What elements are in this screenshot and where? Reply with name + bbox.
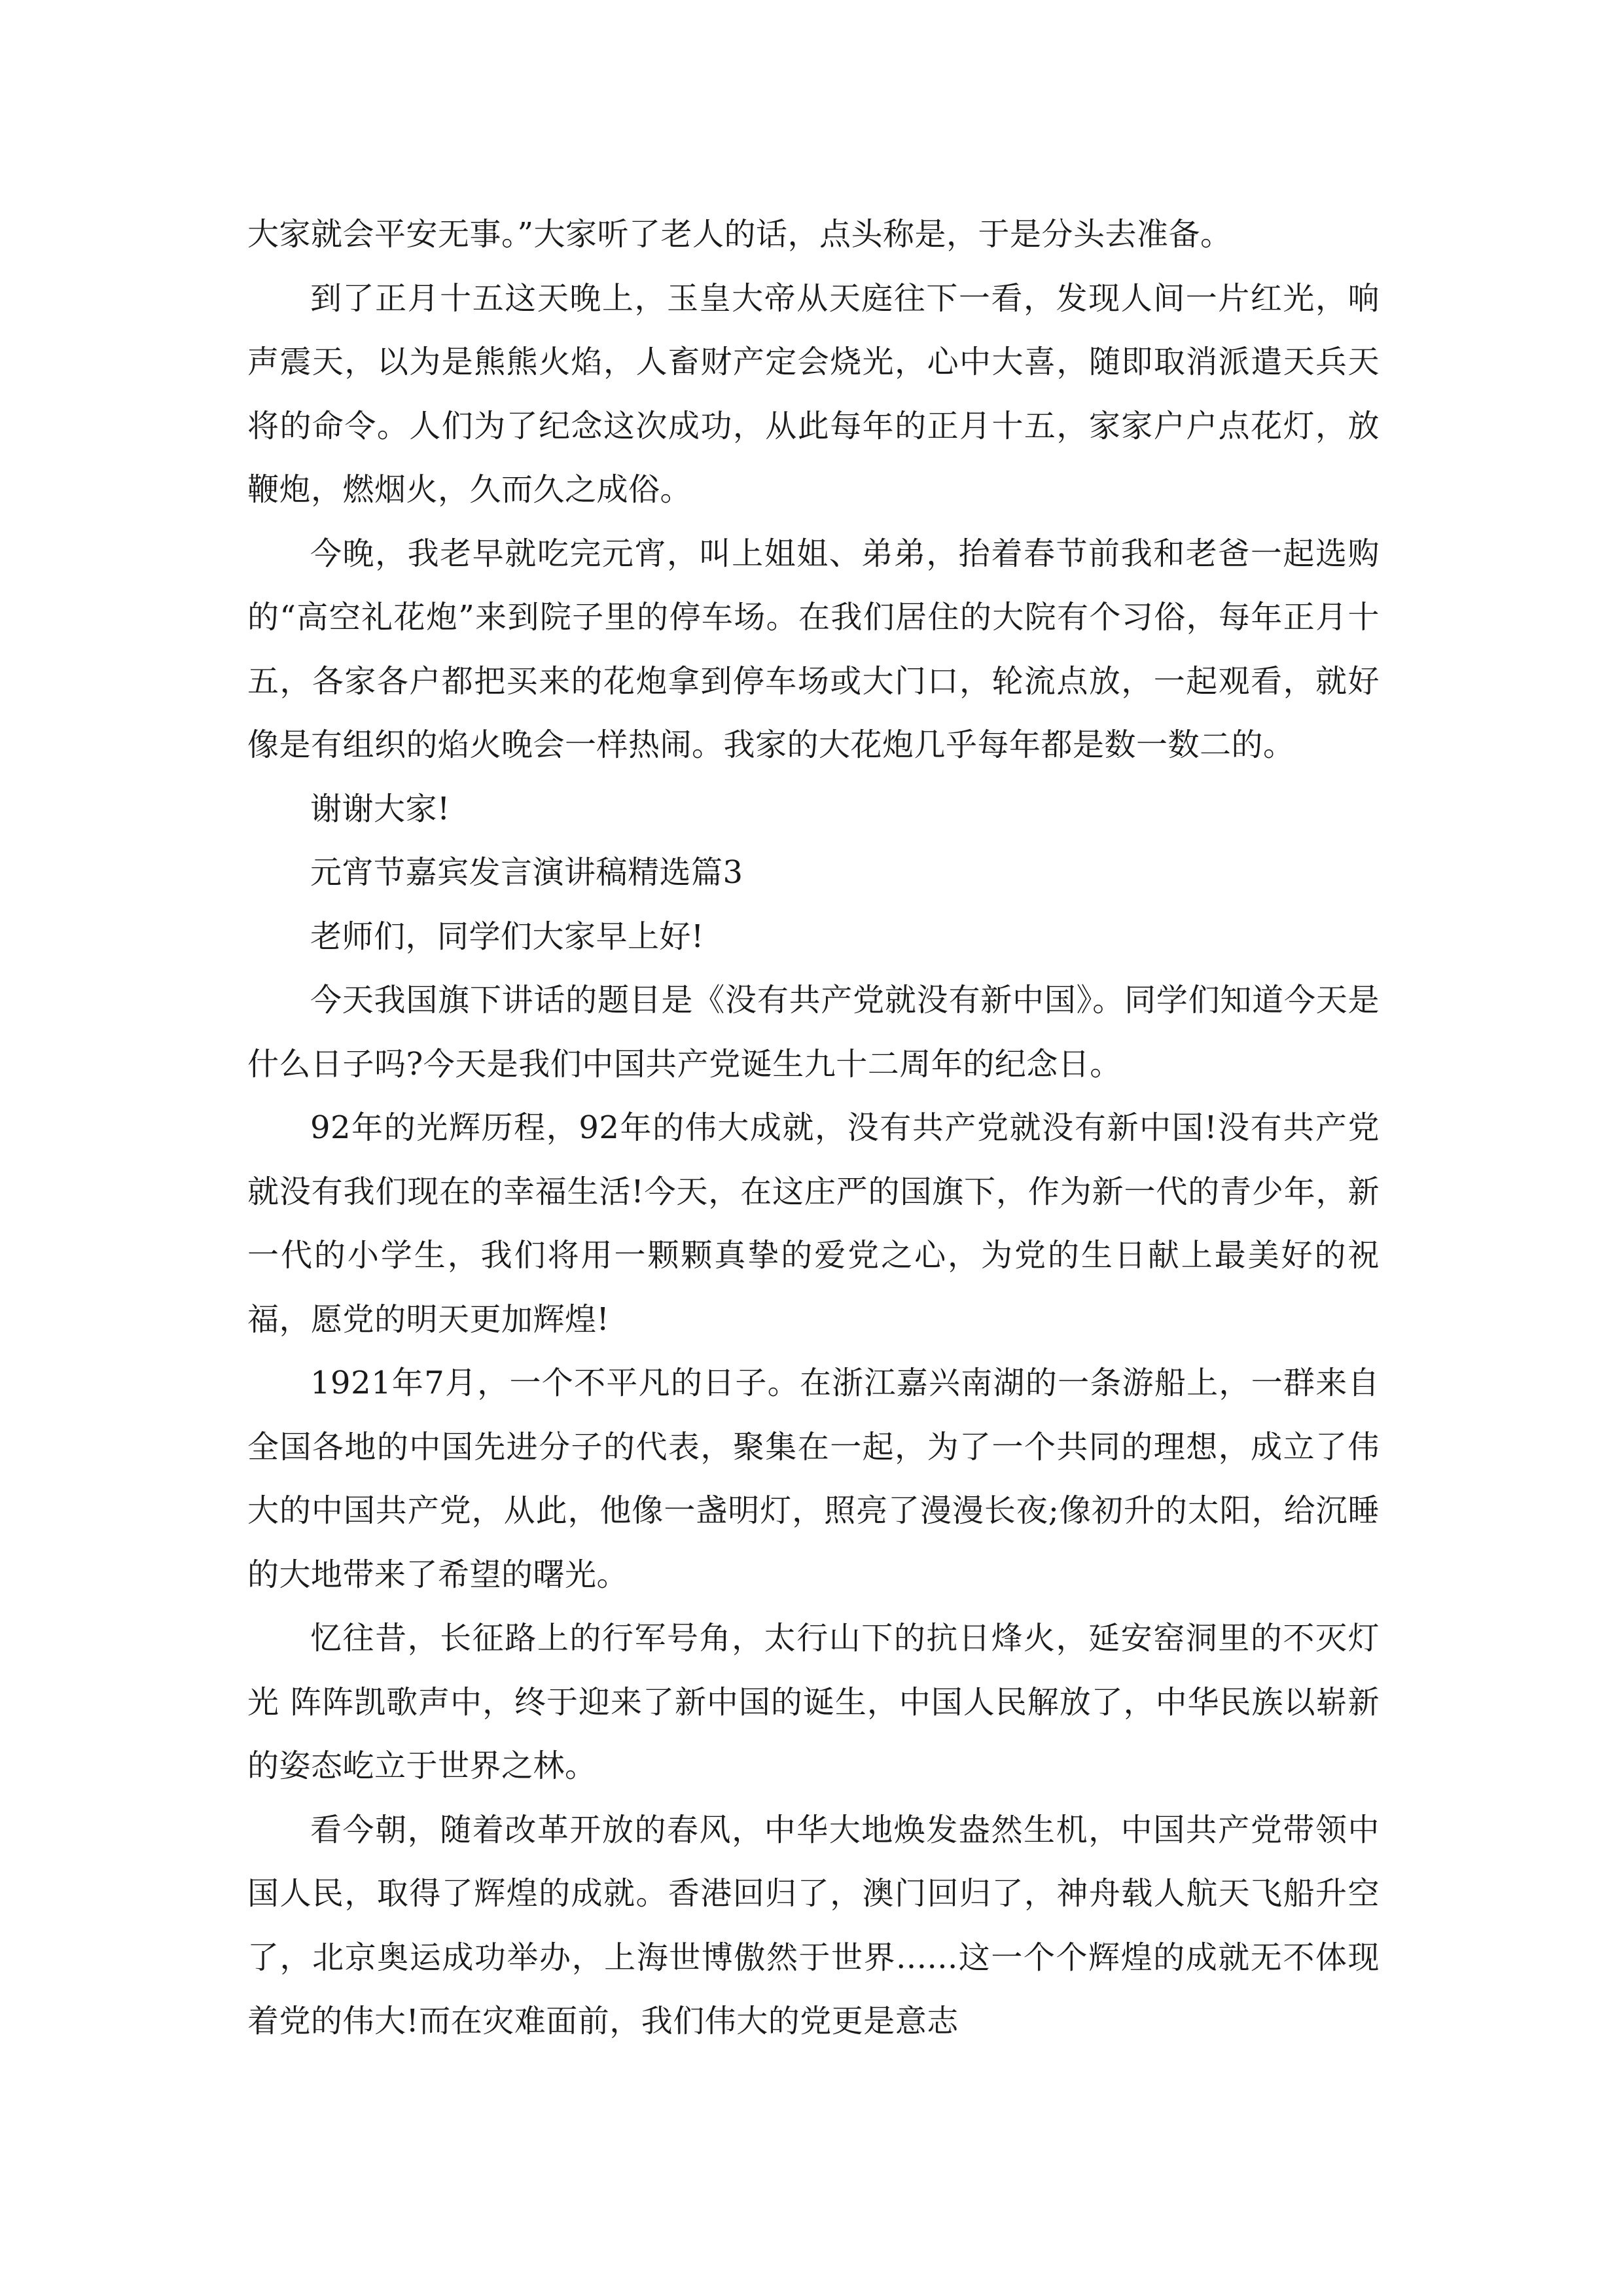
paragraph-thanks: 谢谢大家! xyxy=(310,790,450,827)
paragraph-1: 大家就会平安无事。”大家听了老人的话，点头称是，于是分头去准备。 xyxy=(247,216,1232,253)
paragraph-3: 今晚，我老早就吃完元宵，叫上姐姐、弟弟，抬着春节前我和老爸一起选购的“高空礼花炮”来到院子里的停车场。在我们居住的大院有个习俗，每年正月十五，各家各户都把买来的花炮拿到停车场或大门口，轮流点放，一起观看，就好像是有组织的焰火晚会一样热闹。我家的大花炮几乎每年都是数一数二的。 xyxy=(247,535,1380,763)
greeting: 老师们，同学们大家早上好! xyxy=(310,918,704,955)
paragraph-8: 92年的光辉历程，92年的伟大成就，没有共产党就没有新中国!没有共产党就没有我们现在的幸福生活!今天，在这庄严的国旗下，作为新一代的青少年，新一代的小学生，我们将用一颗颗真挚的爱党之心，为党的生日献上最美好的祝福，愿党的明天更加辉煌! xyxy=(247,1109,1380,1338)
section-title: 元宵节嘉宾发言演讲稿精选篇3 xyxy=(310,854,743,891)
paragraph-9: 1921年7月，一个不平凡的日子。在浙江嘉兴南湖的一条游船上，一群来自全国各地的中国先进分子的代表，聚集在一起，为了一个共同的理想，成立了伟大的中国共产党，从此，他像一盏明灯，照亮了漫漫长夜;像初升的太阳，给沉睡的大地带来了希望的曙光。 xyxy=(247,1365,1380,1593)
paragraph-7: 今天我国旗下讲话的题目是《没有共产党就没有新中国》。同学们知道今天是什么日子吗?今天是我们中国共产党诞生九十二周年的纪念日。 xyxy=(247,982,1380,1083)
document-body xyxy=(247,203,1380,2054)
paragraph-11: 看今朝，随着改革开放的春风，中华大地焕发盎然生机，中国共产党带领中国人民，取得了辉煌的成就。香港回归了，澳门回归了，神舟载人航天飞船升空了，北京奥运成功举办，上海世博傲然于世界......这一个个辉煌的成就无不体现着党的伟大!而在灾难面前，我们伟大的党更是意志 xyxy=(247,1811,1380,2039)
paragraph-10: 忆往昔，长征路上的行军号角，太行山下的抗日烽火，延安窑洞里的不灭灯光 阵阵凯歌声中，终于迎来了新中国的诞生，中国人民解放了，中华民族以崭新的姿态屹立于世界之林。 xyxy=(247,1620,1380,1784)
paragraph-2: 到了正月十五这天晚上，玉皇大帝从天庭往下一看，发现人间一片红光，响声震天，以为是熊熊火焰，人畜财产定会烧光，心中大喜，随即取消派遣天兵天将的命令。人们为了纪念这次成功，从此每年的正月十五，家家户户点花灯，放鞭炮，燃烟火，久而久之成俗。 xyxy=(247,279,1380,508)
